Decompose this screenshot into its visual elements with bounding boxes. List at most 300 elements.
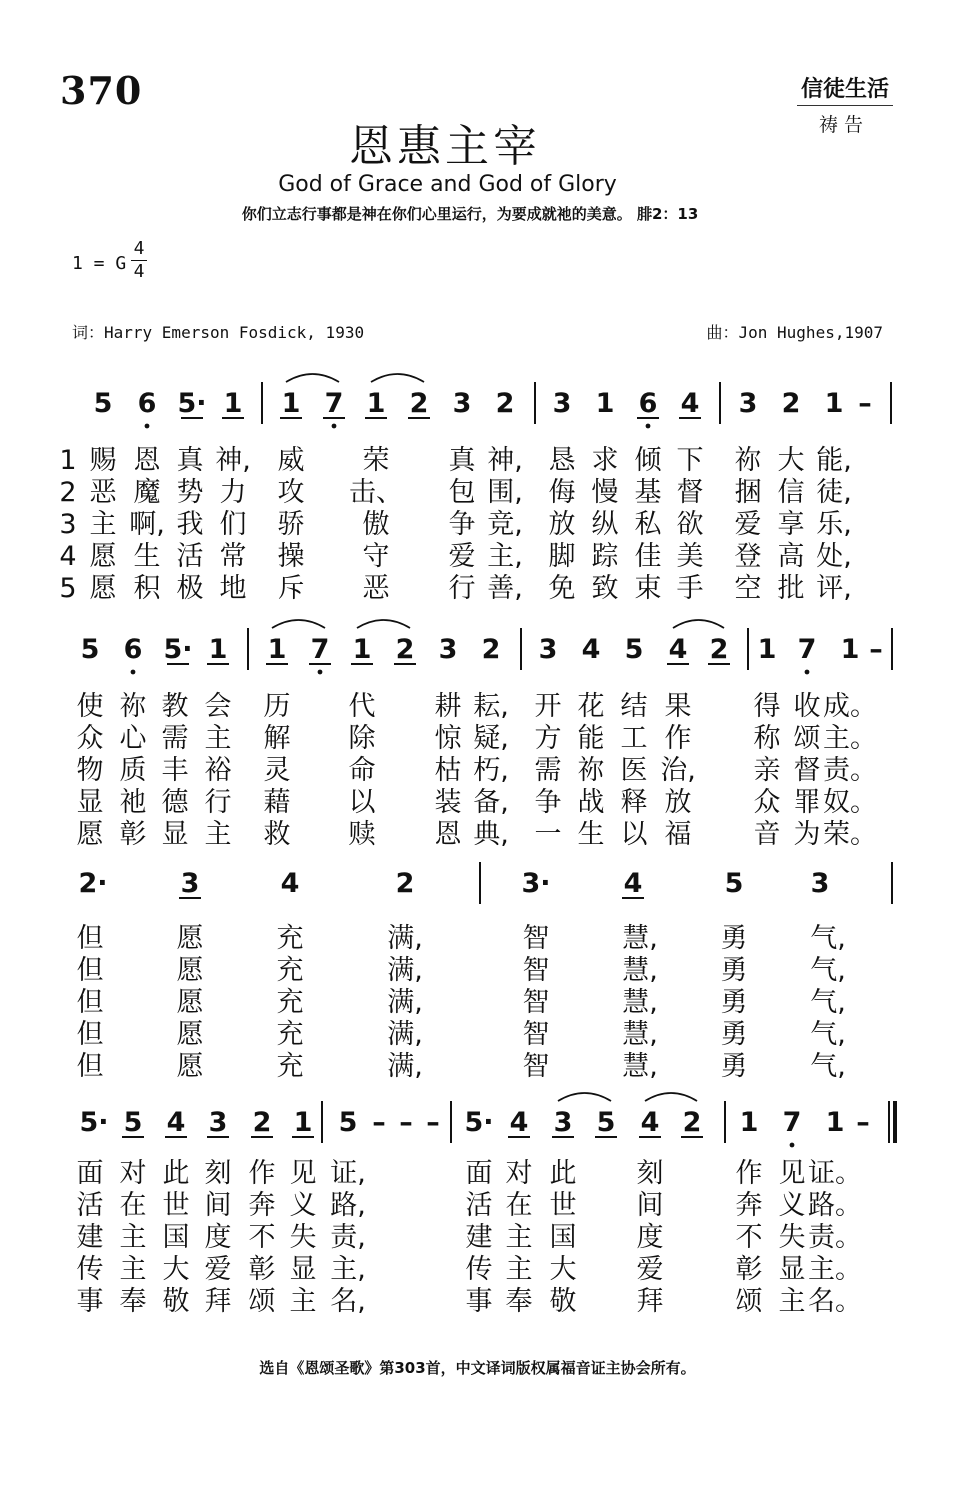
lyric-syllable: 愿	[176, 955, 204, 986]
lyric-syllable: 失	[778, 1222, 806, 1253]
lyric-syllable: 主	[89, 509, 117, 540]
lyric-syllable: 主	[119, 1254, 147, 1285]
lyric-syllable: 但	[76, 955, 104, 986]
lyric-syllable: 欲	[676, 509, 704, 540]
lyric-syllable: 愿	[176, 923, 204, 954]
note: 1	[366, 388, 386, 419]
lyric-syllable: 证。	[808, 1158, 862, 1189]
lyric-syllable: 刻	[204, 1158, 232, 1189]
lyric-syllable: 气,	[810, 1019, 846, 1050]
lyric-syllable: 心	[119, 723, 147, 754]
lyric-syllable: 主	[289, 1286, 317, 1317]
lyric-syllable: 愿	[89, 573, 117, 604]
lyric-syllable: 为	[793, 819, 821, 850]
lyric-syllable: 大	[549, 1254, 577, 1285]
lyric-syllable: 气,	[810, 1051, 846, 1082]
dash-note: –	[858, 388, 872, 419]
lyric-syllable: 斥	[277, 573, 305, 604]
lyric-syllable: 责,	[330, 1222, 366, 1253]
lyric-syllable: 慧,	[622, 955, 658, 986]
lyric-syllable: 充	[276, 923, 304, 954]
lyric-syllable: 以	[620, 819, 648, 850]
lyric-syllable: 愿	[89, 541, 117, 572]
lyric-syllable: 慧,	[622, 1051, 658, 1082]
lyric-syllable: 显	[76, 787, 104, 818]
lyric-syllable: 显	[289, 1254, 317, 1285]
lyric-syllable: 显	[778, 1254, 806, 1285]
lyric-syllable: 彰	[119, 819, 147, 850]
octave-dot-below	[131, 670, 136, 675]
lyric-syllable: 纵	[591, 509, 619, 540]
lyric-syllable: 骄	[277, 509, 305, 540]
hymn-title-english: God of Grace and God of Glory	[278, 172, 617, 197]
lyric-syllable: 满,	[387, 1051, 423, 1082]
lyric-syllable: 灵	[263, 755, 291, 786]
lyric-syllable: 高	[777, 541, 805, 572]
lyric-syllable: 称	[753, 723, 781, 754]
lyric-syllable: 建	[76, 1222, 104, 1253]
lyric-syllable: 能	[577, 723, 605, 754]
lyric-syllable: 收	[793, 691, 821, 722]
lyric-syllable: 度	[636, 1222, 664, 1253]
verse-number: 2	[59, 477, 77, 508]
lyric-syllable: 评,	[816, 573, 852, 604]
lyric-syllable: 守	[362, 541, 390, 572]
slur-arc	[673, 620, 724, 628]
lyric-syllable: 此	[549, 1158, 577, 1189]
lyric-syllable: 颂	[248, 1286, 276, 1317]
note: 7	[797, 634, 817, 665]
hymn-number: 370	[60, 68, 143, 113]
lyric-syllable: 面	[465, 1158, 493, 1189]
lyric-syllable: 慧,	[622, 923, 658, 954]
lyric-syllable: 勇	[720, 955, 748, 986]
lyric-syllable: 真	[176, 445, 204, 476]
lyric-syllable: 放	[664, 787, 692, 818]
lyric-syllable: 成。	[823, 691, 877, 722]
subcategory-label: 祷 告	[818, 114, 863, 136]
lyric-syllable: 备,	[473, 787, 509, 818]
lyric-syllable: 倾	[634, 445, 662, 476]
lyric-syllable: 能,	[816, 445, 852, 476]
lyric-syllable: 满,	[387, 1019, 423, 1050]
lyric-syllable: 活	[465, 1190, 493, 1221]
lyric-syllable: 生	[133, 541, 161, 572]
lyric-syllable: 祢	[577, 755, 605, 786]
time-signature-bottom: 4	[133, 261, 145, 282]
lyric-syllable: 主	[778, 1286, 806, 1317]
lyric-syllable: 我	[176, 509, 204, 540]
lyric-syllable: 众	[753, 787, 781, 818]
lyric-syllable: 亲	[753, 755, 781, 786]
lyric-syllable: 击、	[349, 477, 403, 508]
note: 3	[553, 1107, 573, 1138]
note: 5·	[79, 1107, 109, 1138]
lyric-syllable: 会	[204, 691, 232, 722]
lyric-syllable: 常	[219, 541, 247, 572]
note: 6	[638, 388, 658, 419]
note: 4	[166, 1107, 186, 1138]
note: 4	[680, 388, 700, 419]
lyric-syllable: 但	[76, 987, 104, 1018]
lyric-syllable: 侮	[548, 477, 576, 508]
lyric-syllable: 处,	[816, 541, 852, 572]
octave-dot-below	[145, 424, 150, 429]
lyric-syllable: 奉	[505, 1286, 533, 1317]
lyric-syllable: 竞,	[487, 509, 523, 540]
lyric-syllable: 敬	[549, 1286, 577, 1317]
lyric-syllable: 免	[548, 573, 576, 604]
verse-number: 4	[59, 541, 77, 572]
composer-credit: 曲：Jon Hughes,1907	[706, 323, 883, 342]
lyric-syllable: 开	[534, 691, 562, 722]
lyric-syllable: 智	[522, 1051, 550, 1082]
note: 1	[595, 388, 615, 419]
lyric-syllable: 荣	[362, 445, 390, 476]
lyric-syllable: 行	[204, 787, 232, 818]
lyric-syllable: 勇	[720, 1019, 748, 1050]
note: 5	[338, 1107, 358, 1138]
lyricist-credit: 词：Harry Emerson Fosdick, 1930	[72, 323, 365, 342]
note: 1	[352, 634, 372, 665]
lyric-syllable: 主	[505, 1222, 533, 1253]
dash-note: –	[856, 1107, 870, 1138]
dash-note: –	[372, 1107, 386, 1138]
lyric-syllable: 争	[448, 509, 476, 540]
lyric-syllable: 空	[734, 573, 762, 604]
lyric-syllable: 朽,	[473, 755, 509, 786]
lyric-syllable: 裕	[204, 755, 232, 786]
lyric-syllable: 颂	[735, 1286, 763, 1317]
lyric-syllable: 批	[777, 573, 805, 604]
lyric-syllable: 勇	[720, 987, 748, 1018]
lyric-syllable: 地	[219, 573, 247, 604]
note: 3	[810, 868, 830, 899]
note: 5·	[177, 388, 207, 419]
note: 2	[682, 1107, 702, 1138]
lyric-syllable: 争	[534, 787, 562, 818]
note: 4	[280, 868, 300, 899]
lyric-syllable: 傲	[362, 509, 390, 540]
lyric-syllable: 主,	[330, 1254, 366, 1285]
lyric-syllable: 力	[219, 477, 247, 508]
lyric-syllable: 枯	[434, 755, 462, 786]
lyric-syllable: 极	[176, 573, 204, 604]
lyric-syllable: 耕	[434, 691, 462, 722]
dash-note: –	[869, 634, 883, 665]
lyric-syllable: 典,	[473, 819, 509, 850]
lyric-syllable: 德	[161, 787, 189, 818]
verse-number: 5	[59, 573, 77, 604]
lyric-syllable: 积	[133, 573, 161, 604]
lyric-syllable: 势	[176, 477, 204, 508]
lyric-syllable: 神,	[215, 445, 251, 476]
lyric-syllable: 不	[248, 1222, 276, 1253]
lyric-syllable: 传	[76, 1254, 104, 1285]
key-signature: 1 = G	[72, 253, 127, 274]
lyric-syllable: 建	[465, 1222, 493, 1253]
lyric-syllable: 装	[434, 787, 462, 818]
lyric-syllable: 义	[289, 1190, 317, 1221]
lyric-syllable: 奉	[119, 1286, 147, 1317]
note: 6	[123, 634, 143, 665]
lyric-syllable: 国	[549, 1222, 577, 1253]
note: 5·	[163, 634, 193, 665]
slur-arc	[645, 1093, 697, 1101]
lyric-syllable: 作	[664, 723, 692, 754]
note: 2	[495, 388, 515, 419]
lyric-syllable: 音	[753, 819, 781, 850]
lyric-syllable: 医	[620, 755, 648, 786]
lyric-syllable: 赎	[348, 819, 376, 850]
slur-arc	[371, 374, 424, 382]
lyric-syllable: 恩	[133, 445, 161, 476]
lyric-syllable: 享	[777, 509, 805, 540]
note: 4	[623, 868, 643, 899]
lyric-syllable: 花	[577, 691, 605, 722]
lyric-syllable: 见	[778, 1158, 806, 1189]
note: 5	[596, 1107, 616, 1138]
lyric-syllable: 智	[522, 955, 550, 986]
lyric-syllable: 国	[162, 1222, 190, 1253]
lyric-syllable: 代	[348, 691, 376, 722]
note: 1	[825, 1107, 845, 1138]
note: 4	[581, 634, 601, 665]
note: 6	[137, 388, 157, 419]
lyric-syllable: 义	[778, 1190, 806, 1221]
note: 2	[781, 388, 801, 419]
slur-arc	[286, 374, 339, 382]
note: 4	[668, 634, 688, 665]
lyric-syllable: 名,	[330, 1286, 366, 1317]
lyric-syllable: 历	[263, 691, 291, 722]
lyric-syllable: 赐	[89, 445, 117, 476]
lyric-syllable: 奴。	[823, 787, 877, 818]
lyric-syllable: 啊,	[129, 509, 165, 540]
lyric-syllable: 佳	[634, 541, 662, 572]
lyric-syllable: 恶	[362, 573, 390, 604]
lyric-syllable: 美	[676, 541, 704, 572]
lyric-syllable: 间	[636, 1190, 664, 1221]
lyric-syllable: 方	[534, 723, 562, 754]
lyric-syllable: 祢	[119, 691, 147, 722]
lyric-syllable: 丰	[161, 755, 189, 786]
dash-note: –	[399, 1107, 413, 1138]
note: 5	[724, 868, 744, 899]
lyric-syllable: 救	[263, 819, 291, 850]
octave-dot-below	[790, 1143, 795, 1148]
note: 1	[739, 1107, 759, 1138]
lyric-syllable: 奔	[248, 1190, 276, 1221]
note: 1	[267, 634, 287, 665]
note: 1	[293, 1107, 313, 1138]
octave-dot-below	[332, 424, 337, 429]
lyric-syllable: 脚	[548, 541, 576, 572]
lyric-syllable: 主	[119, 1222, 147, 1253]
lyric-syllable: 操	[277, 541, 305, 572]
lyric-syllable: 祢	[734, 445, 762, 476]
lyric-syllable: 耘,	[473, 691, 509, 722]
lyric-syllable: 下	[676, 445, 704, 476]
lyric-syllable: 颂	[793, 723, 821, 754]
octave-dot-below	[805, 670, 810, 675]
lyric-syllable: 责。	[823, 755, 877, 786]
note: 5	[123, 1107, 143, 1138]
lyric-syllable: 私	[634, 509, 662, 540]
lyric-syllable: 事	[465, 1286, 493, 1317]
lyric-syllable: 但	[76, 923, 104, 954]
lyric-syllable: 手	[676, 573, 704, 604]
note: 7	[324, 388, 344, 419]
lyric-syllable: 证,	[330, 1158, 366, 1189]
lyric-syllable: 生	[577, 819, 605, 850]
lyric-syllable: 主。	[808, 1254, 862, 1285]
lyric-syllable: 满,	[387, 987, 423, 1018]
lyric-syllable: 惊	[434, 723, 462, 754]
verse-number: 1	[59, 445, 77, 476]
lyric-syllable: 满,	[387, 955, 423, 986]
lyric-syllable: 刻	[636, 1158, 664, 1189]
lyric-syllable: 威	[277, 445, 305, 476]
note: 1	[281, 388, 301, 419]
lyric-syllable: 气,	[810, 923, 846, 954]
lyric-syllable: 事	[76, 1286, 104, 1317]
lyric-syllable: 在	[119, 1190, 147, 1221]
lyric-syllable: 乐,	[816, 509, 852, 540]
lyric-syllable: 魔	[133, 477, 161, 508]
note: 5	[93, 388, 113, 419]
note: 5	[80, 634, 100, 665]
lyric-syllable: 福	[664, 819, 692, 850]
lyric-syllable: 罪	[793, 787, 821, 818]
lyric-syllable: 主。	[823, 723, 877, 754]
dash-note: –	[426, 1107, 440, 1138]
lyric-syllable: 作	[735, 1158, 763, 1189]
slur-arc	[357, 620, 410, 628]
lyric-syllable: 真	[448, 445, 476, 476]
note: 2	[252, 1107, 272, 1138]
lyric-syllable: 愿	[176, 1019, 204, 1050]
note: 1	[208, 634, 228, 665]
lyric-syllable: 智	[522, 987, 550, 1018]
lyric-syllable: 爱	[636, 1254, 664, 1285]
lyric-syllable: 信	[777, 477, 805, 508]
lyric-syllable: 众	[76, 723, 104, 754]
note: 2	[395, 634, 415, 665]
lyric-syllable: 爱	[204, 1254, 232, 1285]
lyric-syllable: 充	[276, 955, 304, 986]
lyric-syllable: 教	[161, 691, 189, 722]
lyric-syllable: 善,	[487, 573, 523, 604]
lyric-syllable: 疑,	[473, 723, 509, 754]
lyric-syllable: 显	[161, 819, 189, 850]
lyric-syllable: 围,	[487, 477, 523, 508]
lyric-syllable: 恳	[548, 445, 576, 476]
octave-dot-below	[318, 670, 323, 675]
lyric-syllable: 路。	[808, 1190, 862, 1221]
note: 3	[438, 634, 458, 665]
lyric-syllable: 们	[219, 509, 247, 540]
lyric-syllable: 传	[465, 1254, 493, 1285]
lyric-syllable: 路,	[330, 1190, 366, 1221]
lyric-syllable: 爱	[734, 509, 762, 540]
lyric-syllable: 荣。	[823, 819, 877, 850]
lyric-syllable: 神,	[487, 445, 523, 476]
note: 7	[310, 634, 330, 665]
lyric-syllable: 一	[534, 819, 562, 850]
lyric-syllable: 对	[505, 1158, 533, 1189]
lyric-syllable: 除	[348, 723, 376, 754]
lyric-syllable: 愿	[176, 1051, 204, 1082]
note: 5·	[464, 1107, 494, 1138]
lyric-syllable: 勇	[720, 923, 748, 954]
lyric-syllable: 愿	[76, 819, 104, 850]
note: 3	[180, 868, 200, 899]
lyric-syllable: 物	[76, 755, 104, 786]
lyric-syllable: 藉	[263, 787, 291, 818]
lyric-syllable: 基	[634, 477, 662, 508]
lyric-syllable: 世	[549, 1190, 577, 1221]
lyric-syllable: 主,	[487, 541, 523, 572]
note: 2	[709, 634, 729, 665]
lyric-syllable: 以	[348, 787, 376, 818]
lyric-syllable: 果	[664, 691, 692, 722]
copyright-footer: 选自《恩颂圣歌》第303首，中文译词版权属福音证主协会所有。	[259, 1359, 696, 1377]
lyric-syllable: 包	[448, 477, 476, 508]
lyric-syllable: 放	[548, 509, 576, 540]
lyric-syllable: 捆	[734, 477, 762, 508]
lyric-syllable: 世	[162, 1190, 190, 1221]
lyric-syllable: 气,	[810, 987, 846, 1018]
lyric-syllable: 充	[276, 1051, 304, 1082]
hymn-title-chinese: 恩惠主宰	[349, 121, 541, 172]
lyric-syllable: 名。	[808, 1286, 862, 1317]
lyric-syllable: 面	[76, 1158, 104, 1189]
lyric-syllable: 此	[162, 1158, 190, 1189]
lyric-syllable: 攻	[277, 477, 305, 508]
lyric-syllable: 对	[119, 1158, 147, 1189]
lyric-syllable: 但	[76, 1051, 104, 1082]
lyric-syllable: 主	[204, 723, 232, 754]
lyric-syllable: 踪	[591, 541, 619, 572]
scripture-verse: 你们立志行事都是神在你们心里运行，为要成就祂的美意。 腓2：13	[241, 205, 699, 223]
lyric-syllable: 致	[591, 573, 619, 604]
note: 1	[223, 388, 243, 419]
lyric-syllable: 敬	[162, 1286, 190, 1317]
lyric-syllable: 恶	[89, 477, 117, 508]
lyric-syllable: 拜	[204, 1286, 232, 1317]
note: 4	[509, 1107, 529, 1138]
lyric-syllable: 失	[289, 1222, 317, 1253]
lyric-syllable: 使	[76, 691, 104, 722]
note: 3	[538, 634, 558, 665]
verse-number: 3	[59, 509, 77, 540]
note: 2	[395, 868, 415, 899]
lyric-syllable: 命	[348, 755, 376, 786]
lyric-syllable: 奔	[735, 1190, 763, 1221]
lyric-syllable: 智	[522, 923, 550, 954]
lyric-syllable: 大	[162, 1254, 190, 1285]
lyric-syllable: 作	[248, 1158, 276, 1189]
lyric-syllable: 彰	[248, 1254, 276, 1285]
note: 3	[738, 388, 758, 419]
lyric-syllable: 需	[534, 755, 562, 786]
note: 3	[552, 388, 572, 419]
lyric-syllable: 彰	[735, 1254, 763, 1285]
lyric-syllable: 需	[161, 723, 189, 754]
lyric-syllable: 气,	[810, 955, 846, 986]
lyric-syllable: 治,	[660, 755, 696, 786]
